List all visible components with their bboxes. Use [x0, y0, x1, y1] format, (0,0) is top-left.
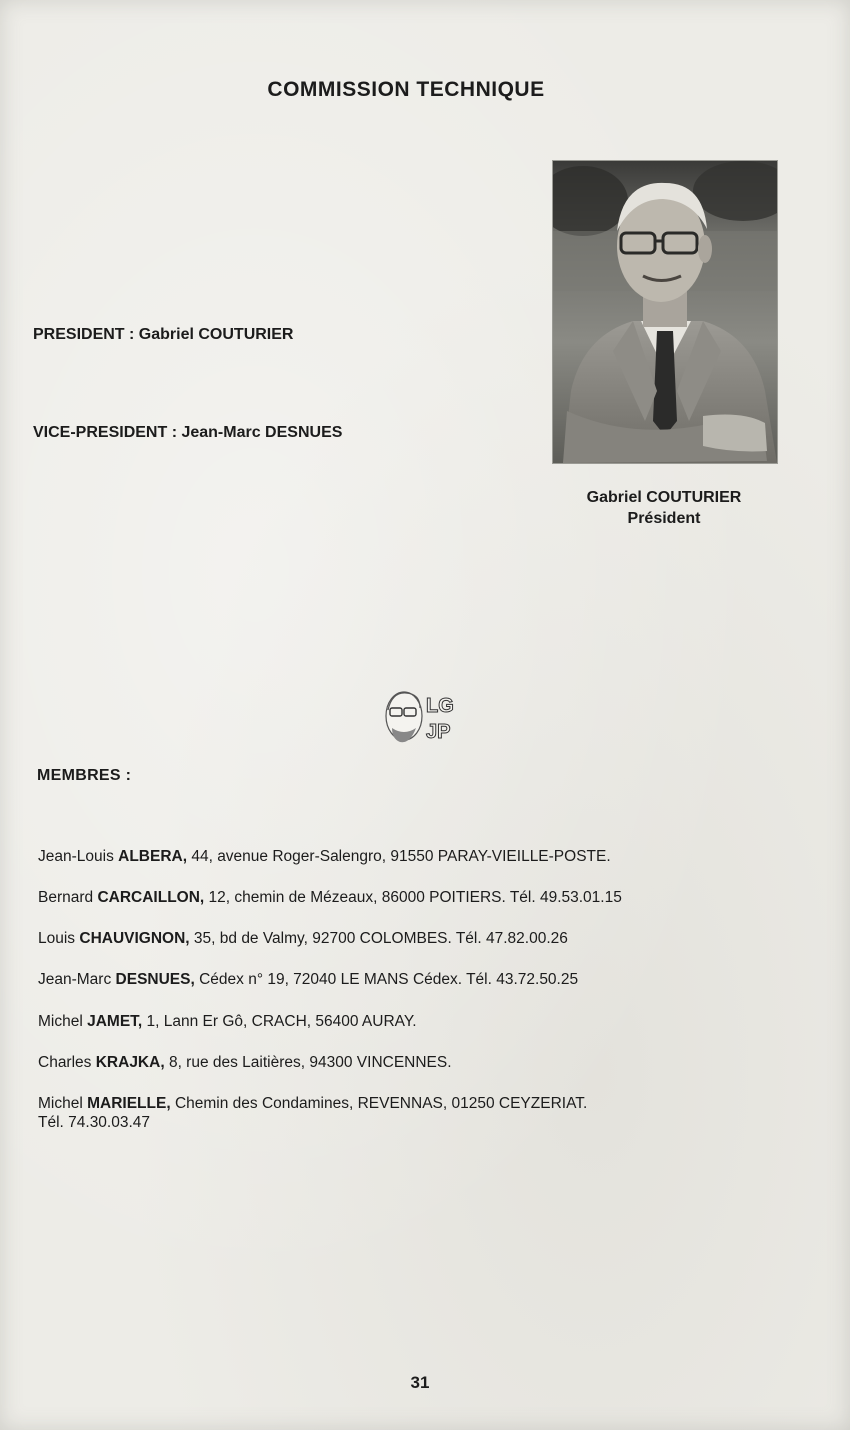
president-portrait-photo [552, 160, 778, 464]
member-address: 12, chemin de Mézeaux, 86000 POITIERS. Tél. 49.53.01.15 [204, 889, 622, 906]
member-last-name: DESNUES, [115, 971, 195, 988]
stamp-text-bottom: JP [426, 721, 451, 743]
member-last-name: ALBERA, [118, 848, 188, 865]
member-address: 35, bd de Valmy, 92700 COLOMBES. Tél. 47.82.00.26 [189, 930, 568, 947]
member-address: 8, rue des Laitières, 94300 VINCENNES. [164, 1054, 452, 1071]
member-telephone: Tél. 74.30.03.47 [38, 1114, 151, 1131]
member-first-name: Michel [38, 1095, 83, 1112]
member-entry [38, 1053, 798, 1072]
member-entry [38, 929, 798, 948]
member-last-name: KRAJKA, [95, 1054, 165, 1071]
stamp-text-top: LG [426, 695, 454, 717]
member-entry [38, 1012, 798, 1031]
page-title: COMMISSION TECHNIQUE [267, 78, 545, 101]
member-last-name: MARIELLE, [87, 1095, 171, 1112]
member-first-name: Jean-Marc [38, 971, 112, 988]
vice-president-line: VICE-PRESIDENT : Jean-Marc DESNUES [33, 424, 343, 441]
page-number: 31 [410, 1373, 430, 1392]
president-line: PRESIDENT : Gabriel COUTURIER [33, 326, 294, 343]
member-first-name: Louis [38, 930, 76, 947]
member-last-name: CHAUVIGNON, [79, 930, 190, 947]
lgjp-logo-stamp [382, 684, 466, 746]
member-first-name: Jean-Louis [38, 848, 114, 865]
member-address: Cédex n° 19, 72040 LE MANS Cédex. Tél. 43.72.50.25 [194, 971, 579, 988]
member-entry [38, 1094, 798, 1132]
photo-caption-role: Président [627, 510, 701, 527]
member-last-name: JAMET, [87, 1013, 143, 1030]
member-address: Chemin des Condamines, REVENNAS, 01250 CEYZERIAT. [170, 1095, 588, 1112]
member-address: 1, Lann Er Gô, CRACH, 56400 AURAY. [142, 1013, 417, 1030]
member-first-name: Michel [38, 1013, 83, 1030]
member-first-name: Bernard [38, 889, 94, 906]
photo-caption-name: Gabriel COUTURIER [586, 489, 742, 506]
member-entry [38, 970, 798, 989]
member-address: 44, avenue Roger-Salengro, 91550 PARAY-VIEILLE-POSTE. [187, 848, 611, 865]
member-last-name: CARCAILLON, [97, 889, 205, 906]
member-entry [38, 847, 798, 866]
member-entry [38, 888, 798, 907]
member-first-name: Charles [38, 1054, 92, 1071]
members-heading: MEMBRES : [37, 767, 132, 784]
